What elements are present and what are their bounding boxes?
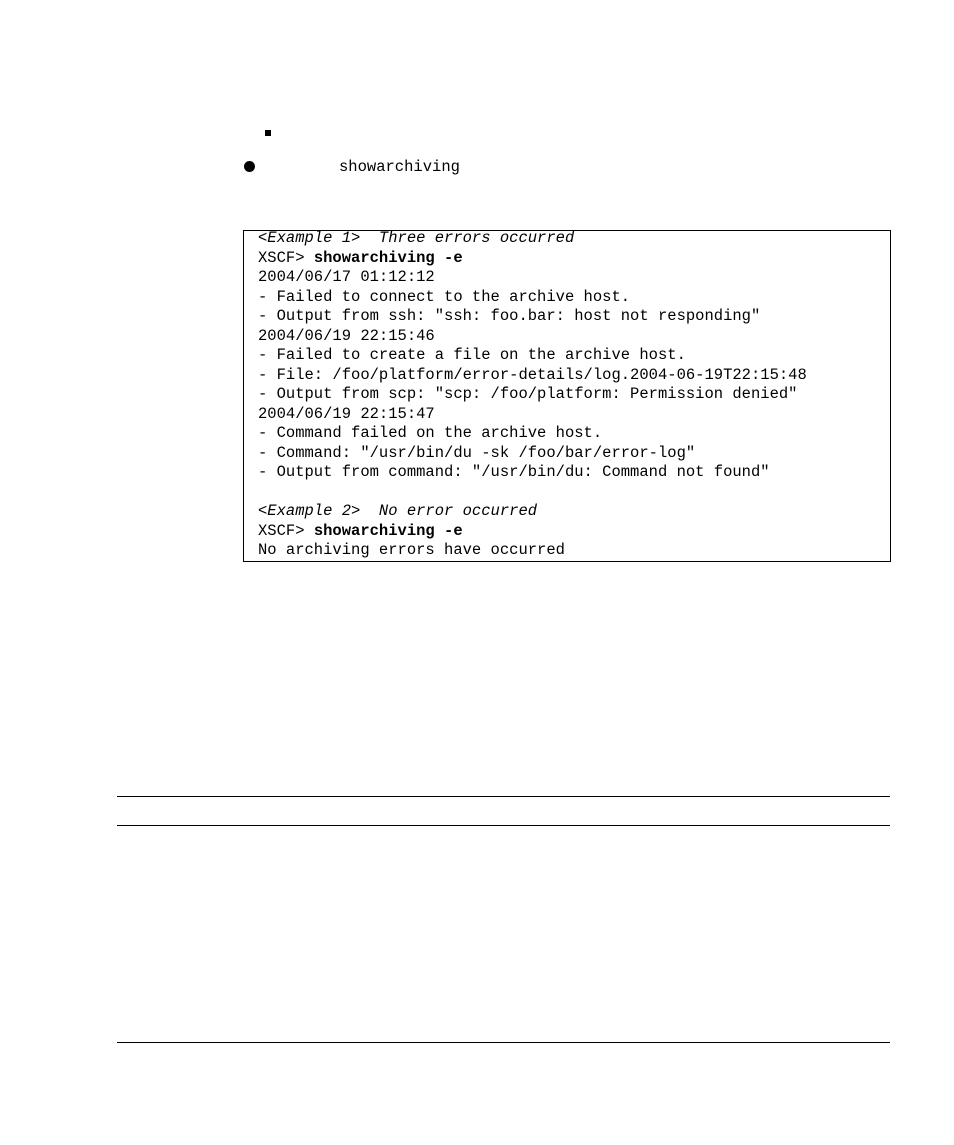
shell-command: showarchiving -e	[313, 248, 463, 267]
code-lines	[258, 229, 807, 561]
square-bullet-icon	[265, 130, 271, 136]
code-line: 2004/06/19 22:15:46	[258, 326, 435, 345]
shell-prompt: XSCF>	[258, 248, 314, 267]
bullet-command-text: showarchiving	[339, 158, 460, 176]
horizontal-rule	[117, 825, 890, 826]
code-line: - Failed to connect to the archive host.	[258, 287, 631, 306]
code-line	[258, 249, 807, 269]
shell-command: showarchiving -e	[313, 521, 463, 540]
code-line: - Failed to create a file on the archive host.	[258, 346, 686, 364]
code-line: - Output from scp: "scp: /foo/platform: Permission denied"	[258, 385, 798, 403]
round-bullet-icon	[244, 161, 255, 172]
code-line: - Command: "/usr/bin/du -sk /foo/bar/error-log"	[258, 443, 696, 462]
code-line: - Output from ssh: "ssh: foo.bar: host not responding"	[258, 307, 761, 325]
code-line	[258, 483, 807, 503]
code-line: - Command failed on the archive host.	[258, 424, 603, 442]
horizontal-rule	[117, 796, 890, 797]
footer-rule	[117, 1042, 890, 1043]
shell-prompt: XSCF>	[258, 521, 314, 540]
code-line: 2004/06/17 01:12:12	[258, 268, 435, 286]
code-example-box	[243, 230, 891, 562]
code-line: No archiving errors have occurred	[258, 541, 565, 559]
code-line	[258, 522, 807, 542]
code-line: - File: /foo/platform/error-details/log.2004-06-19T22:15:48	[258, 365, 807, 384]
code-line: - Output from command: "/usr/bin/du: Command not found"	[258, 463, 770, 481]
code-line: <Example 2> No error occurred	[258, 502, 538, 520]
code-line: 2004/06/19 22:15:47	[258, 404, 435, 423]
code-line: <Example 1> Three errors occurred	[258, 229, 575, 247]
